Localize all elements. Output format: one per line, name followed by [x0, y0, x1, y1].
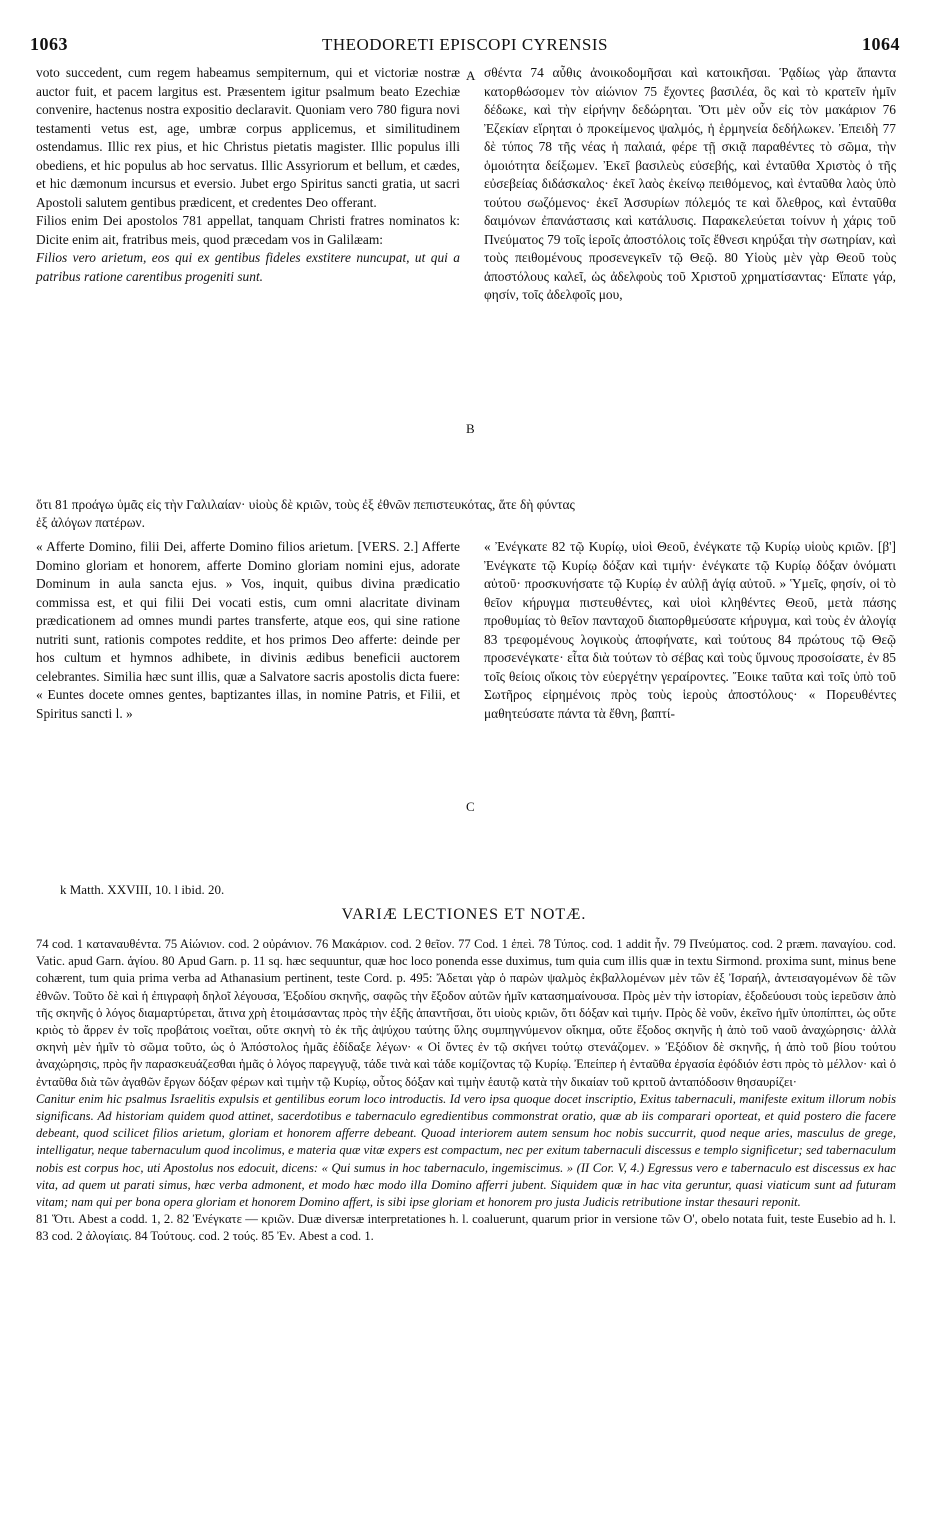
full-width-line-1: ὅτι 81 προάγω ὑμᾶς εἰς τὴν Γαλιλαίαν· υἱοὺς δὲ κριῶν, τοὺς ἐξ ἐθνῶν πεπιστευκότας, ἅτε δὴ φύντας	[36, 497, 575, 512]
running-title: THEODORETI EPISCOPI CYRENSIS	[321, 35, 609, 54]
scripture-references: k Matth. XXVIII, 10. l ibid. 20.	[60, 882, 225, 897]
greek-paragraph-1: σθέντα 74 αὖθις ἀνοικοδομῆσαι καὶ κατοικῆσαι. Ῥᾳδίως γὰρ ἅπαντα κατορθώσομεν τὸν αἰώνιον 75 ἔχοντες βασιλέα, ὃς καὶ τὸ κρατεῖν ἡμῖν δέδωκε, καὶ τὴν εἰρήνην δεδώρηται. Ὅτι μὲν οὖν εἰς τὸν μακάριον 76 Ἐζεκίαν εἴρηται ὁ προκείμενος ψαλμός, ἡ ἑρμηνεία δεδήλωκεν. Ἐπειδὴ 77 δὲ τύπος 78 τῆς νέας ἡ παλαιά, φέρε τῇ σκιᾷ παραθέντες τὸ σῶμα, τὴν ὁμοιότητα δείξωμεν. Ἐκεῖ βασιλεὺς εὐσεβής, καὶ ἐνταῦθα Χριστὸς ὁ τῆς εὐσεβείας διδάσκαλος· ἐκεῖ λαὸς ἐκείνῳ πειθόμενος, καὶ ἐνταῦθα λαὸς ὑπὸ τούτου σωζόμενος· ἐκεῖ Ἀσσυρίων πόλεμός τε καὶ ὄλεθρος, καὶ ἐνταῦθα δαιμόνων ἐπανάστασις καὶ κατάλυσις. Παρακελεύεται τοίνυν ἡ χάρις τοῦ Πνεύματος 79 τοῖς ἱεροῖς ἀποστόλοις τοῖς ἔθνεσι κηρύξαι τὴν σωτηρίαν, καὶ τοὺς πειθομένους προσενεγκεῖν τῷ Θεῷ. 80 Υἱοὺς μὲν γὰρ Θεοῦ τοὺς ἀποστόλους καλεῖ, ὡς ἀδελφοὺς τοῦ Χριστοῦ χρηματίσαντας· Εἴπατε γάρ, φησίν, τοῖς ἀδελφοῖς μου,	[484, 65, 896, 302]
latin-paragraph-3: Filios vero arietum, eos qui ex gentibus fideles exstitere nuncupat, ut qui a patribus ratione carentibus progeniti sunt.	[36, 250, 460, 284]
greek-paragraph-2: « Ἐνέγκατε 82 τῷ Κυρίῳ, υἱοὶ Θεοῦ, ἐνέγκατε τῷ Κυρίῳ υἱοὺς κριῶν. [β'] Ἐνέγκατε τῷ Κυρίῳ δόξαν καὶ τιμήν· ἐνέγκατε τῷ Κυρίῳ δόξαν ὀνόματι αὐτοῦ· προσκυνήσατε τῷ Κυρίῳ ἐν αὐλῇ ἁγίᾳ αὐτοῦ. » Ὑμεῖς, φησίν, οἱ τὸ θεῖον κήρυγμα πιστευθέντες, καὶ υἱοὶ κληθέντες Θεοῦ, μετὰ πάσης προθυμίας τὸ θεῖον πανταχοῦ διαπορθμεύσατε κήρυγμα, καὶ τοὺς ἐν ἀλογίᾳ 83 τρεφομένους λογικοὺς ἀποφήνατε, καὶ τούτους 84 πρώτους τῷ Θεῷ προσενέγκατε· εἶτα διὰ τούτων τὸ σέβας καὶ τοὺς ὕμνους προσοίσατε, ἐν 85 τοῖς θείοις οἴκοις τὸν εὐεργέτην γεραίροντες. Ἔοικε ταῦτα καὶ τοῖς ὑπὸ τοῦ Σωτῆρος εἰρημένοις πρὸς τοὺς ἱεροὺς ἀποστόλους· « Πορευθέντες μαθητεύσατε πάντα τὰ ἔθνη, βαπτί-	[484, 539, 896, 721]
margin-marker-b: B	[466, 421, 475, 436]
latin-paragraph-4: « Afferte Domino, filii Dei, afferte Domino filios arietum. [VERS. 2.] Afferte Domino gloriam et honorem, afferte Domino gloriam nomini ejus, adorate Dominum in aula sancta ejus. » Vos, inquit, quibus divina prædicatio commissa est, et qui filii Dei vocati estis, cum omni alacritate divinam prædicationem ad omnes mundi partes transferte, atque eos, qui sine ratione nutriti sunt, rationis compotes reddite, et hos primos Deo afferte: deinde per hos cultum et hymnos adhibete, in divinis ædibus beneficii auctorem celebrantes. Similia hæc sunt illis, quæ a Salvatore sacris apostolis dicta fuere: « Euntes docete omnes gentes, baptizantes illas, in nomine Patris, et Filii, et Spiritus sancti l. »	[36, 539, 460, 721]
greek-column-middle	[484, 538, 896, 723]
notes-paragraph-3: 81 Ὅτι. Abest a codd. 1, 2. 82 Ἐνέγκατε — κριῶν. Duæ diversæ interpretationes h. l. coaluerunt, quarum prior in versione τῶν Ο', obelo notata fuit, teste Eusebio ad h. l. 83 cod. 2 ἀλογίαις. 84 Τούτους. cod. 2 τούς. 85 Ἐν. Abest a cod. 1.	[36, 1212, 896, 1244]
latin-column-middle	[36, 538, 460, 723]
left-page-number: 1063	[30, 34, 68, 54]
latin-paragraph-1: voto succedent, cum regem habeamus sempiternum, qui et victoriæ nostræ auctor fuit, et pacem largitus est. Præsentem igitur psalmum beato Ezechiæ convenire, hactenus nostra expositio declaravit. Quoniam vero 780 figura novi testamenti vetus est, age, umbræ corpus applicemus, et similitudinem ostendamus. Illic rex pius, et hic Christus pietatis magister. Illic populus illi obediens, et hic populus ab hoc servatus. Illic Assyriorum et bellum, et cædes, et hic dæmonum incursus et eversio. Jubet ergo Spiritus sancti gratia, ut sacri Apostoli salutem gentibus prædicent, et credentes Deo offerant.	[36, 65, 460, 210]
latin-paragraph-2: Filios enim Dei apostolos 781 appellat, tanquam Christi fratres nominatos k: Dicite enim ait, fratribus meis, quod præcedam vos in Galilæam:	[36, 213, 460, 247]
notes-paragraph-2: Canitur enim hic psalmus Israelitis expulsis et gentilibus eorum loco introductis. Id vero ipsa quoque docet inscriptio, Exitus tabernaculi, manifeste exitum illorum nobis significans. Ad historiam quidem quod attinet, sacerdotibus e tabernaculo egredientibus commonstrat oratio, quæ ab iis comparari oporteat, et quid postero die facere debeant, quod scilicet filios arietum, gloriam et honorem afferre debeant. Quoad interiorem autem sensum hoc nobis succurrit, quod neque aries, masculus de grege, intelligatur, neque tabernaculum quod incolimus, e materia quæ vitæ expers est compactum, nec per exitum tabernaculi discessus e templo significetur; sed tabernaculum nobis est corpus hoc, uti Apostolus nos edocuit, dicens: « Qui sumus in hoc tabernaculo, ingemiscimus. » (II Cor. V, 4.) Egressus vero e tabernaculo est discessus ex hac vita, ad quem ut parati simus, hæc verba admonent, et modo hæc modo illa Domino afferri jubent. Siquidem quæ in hac vita geruntur, quasi viaticum sunt ad futuram vitam; nam qui per bona opera gloriam et honorem Domino affert, is sibi ipse gloriam et honorem pro justa Judicis retributione instar thesauri reponit.	[36, 1091, 896, 1210]
margin-marker-a: A	[466, 68, 476, 83]
right-page-number: 1064	[862, 34, 900, 54]
full-width-line-2: ἐξ ἀλόγων πατέρων.	[36, 515, 145, 530]
notes-block	[36, 936, 896, 1246]
notes-section-title: VARIÆ LECTIONES ET NOTÆ.	[341, 906, 587, 923]
greek-column-top	[484, 64, 896, 305]
margin-marker-c: C	[466, 799, 475, 814]
page-header	[30, 34, 900, 60]
notes-paragraph-1: 74 cod. 1 καταναυθέντα. 75 Αἰώνιον. cod. 2 οὐράνιον. 76 Μακάριον. cod. 2 θεῖον. 77 Cod. 1 ἐπεὶ. 78 Τύπος. cod. 1 addit ἦν. 79 Πνεύματος. cod. 2 præm. παναγίου. cod. Vatic. apud Garn. ἁγίου. 80 Apud Garn. p. 11 sq. hæc sequuntur, quæ hoc loco ponenda esse duximus, tum quia cum illis quæ in textu Sirmond. proxima sunt, minus bene cohærent, tum quia prima verba ad Athanasium pertinent, teste Cord. p. 495: Ἄδεται γὰρ ὁ παρὼν ψαλμὸς ἐκβαλλομένων μὲν τῶν ἐξ Ἰσραήλ, ἀντεισαγομένων δὲ τῶν ἐθνῶν. Τοῦτο δὲ καὶ ἡ ἐπιγραφὴ δηλοῖ λέγουσα, Ἐξοδίου σκηνῆς, σαφῶς τὴν ἔξοδον αὐτῶν ἡμῖν κατασημαίνουσα. Πρὸς μὲν τὴν ἱστορίαν, ἐξοδεύουσι τοὺς ἱερεῦσιν ἀπὸ τῆς σκηνῆς ὁ λόγος διαμαρτύρεται, ἅτινα χρὴ ἑτοιμάσαντας πρὸς τὴν ἐξῆς ἀπαντῆσαι, ὅτι υἱοὺς κριῶν, ὅτι δόξαν καὶ τιμήν. Πρὸς δὲ νοῦν, ἐκεῖνο ἡμῖν ὑποπίπτει, ὡς οὔτε κριὸς τὸ ἄρρεν ἐν τοῖς προβάτοις νοεῖται, οὔτε σκηνὴ τὸ ἐκ τῆς ἀψύχου ταύτης ὕλης συμπηγνύμενον οἴκημα, οὔτε ἔξοδος σκηνῆς ἡ ἀπὸ τοῦ ναοῦ ἀναχώρησις· ἀλλὰ σκηνὴ μὲν ἡμῖν τὸ σῶμα τοῦτο, ὡς ὁ Ἀπόστολος ἡμᾶς ἐδίδαξε λέγων· « Οἱ ὄντες ἐν τῷ σκήνει τούτῳ στενάζομεν. » Ἐξόδιον δὲ σκηνῆς, ἡ ἀπὸ τοῦ βίου τούτου ἀναχώρησις, πρὸς ἣν παρασκευάζεσθαι ἡμᾶς ὁ λόγος παρεγγυᾷ, τάδε τινὰ καὶ τάδε κομίζοντας τῷ Κυρίῳ. Ἐπείπερ ἡ ἐνταῦθα ἐργασία ἐφόδιόν ἐστι πρὸς τὸ μέλλον· καὶ ὁ ἐνταῦθα διὰ τῶν ἀγαθῶν ἔργων δόξαν φέρων καὶ τιμὴν τῷ Κυρίῳ, οὗτος δόξαν καὶ τιμὴν ἑαυτῷ κατὰ τὴν δικαίαν τοῦ κριτοῦ ἀνταπόδοσιν θησαυρίζει·	[36, 937, 896, 1089]
latin-column-top	[36, 64, 460, 286]
